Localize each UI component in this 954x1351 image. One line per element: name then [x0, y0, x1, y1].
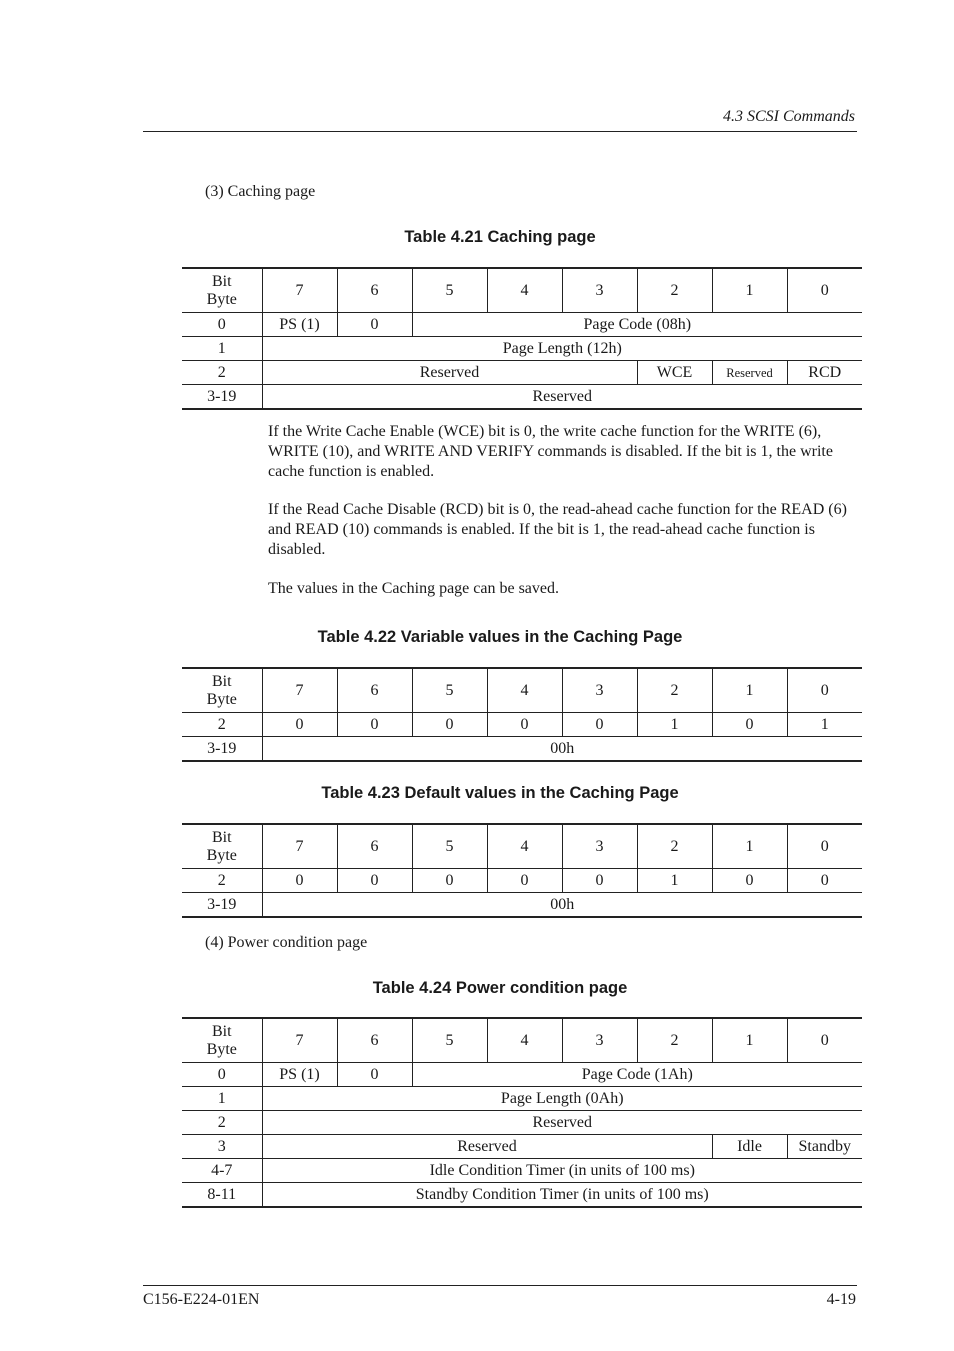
table-row	[182, 385, 862, 410]
bit-value-cell: 0	[562, 869, 637, 893]
table-row	[182, 1063, 862, 1087]
byte-cell: 0	[182, 313, 262, 337]
footer-rule	[143, 1285, 857, 1286]
byte-cell: 2	[182, 361, 262, 385]
bit-header: 3	[562, 268, 637, 313]
bit-header: 5	[412, 1018, 487, 1063]
bit-header: 7	[262, 824, 337, 869]
byte-cell: 3-19	[182, 385, 262, 410]
bit-value-cell: 0	[787, 869, 862, 893]
bit-header: 6	[337, 268, 412, 313]
standby-timer-cell: Standby Condition Timer (in units of 100 ms)	[262, 1183, 862, 1208]
bit-header: 0	[787, 668, 862, 713]
bit-header: 1	[712, 1018, 787, 1063]
bit-header: 4	[487, 268, 562, 313]
bit-header: 0	[787, 1018, 862, 1063]
bit-value-cell: 1	[637, 869, 712, 893]
table-4-21-caption: Table 4.21 Caching page	[404, 228, 596, 246]
bit-value-cell: 0	[262, 713, 337, 737]
bit-value-cell: 0	[712, 713, 787, 737]
table-header-row	[182, 268, 862, 313]
reserved-cell: Reserved	[262, 385, 862, 410]
bit-header: 7	[262, 1018, 337, 1063]
table-4-24	[182, 1017, 862, 1208]
bit-header: 2	[637, 1018, 712, 1063]
byte-cell: 2	[182, 869, 262, 893]
header-rule	[143, 131, 857, 132]
bit-header: 0	[787, 824, 862, 869]
page-code-cell: Page Code (08h)	[412, 313, 862, 337]
bit-header: 1	[712, 824, 787, 869]
idle-timer-cell: Idle Condition Timer (in units of 100 ms)	[262, 1159, 862, 1183]
page-length-cell: Page Length (0Ah)	[262, 1087, 862, 1111]
bit-header: 3	[562, 1018, 637, 1063]
section-heading-power: (4) Power condition page	[205, 934, 368, 951]
standby-cell: Standby	[787, 1135, 862, 1159]
reserved-bit-cell: Reserved	[712, 361, 787, 385]
page-length-cell: Page Length (12h)	[262, 337, 862, 361]
bit-header: 0	[787, 268, 862, 313]
bit-cell: 0	[337, 1063, 412, 1087]
table-row	[182, 361, 862, 385]
reserved-cell: Reserved	[262, 1111, 862, 1135]
byte-cell: 2	[182, 1111, 262, 1135]
table-4-24-caption: Table 4.24 Power condition page	[372, 979, 628, 997]
bit-header: 5	[412, 268, 487, 313]
table-row	[182, 1111, 862, 1135]
reserved-cell: Reserved	[262, 361, 637, 385]
bit-value-cell: 0	[712, 869, 787, 893]
bit-cell: 0	[337, 313, 412, 337]
paragraph-rcd: If the Read Cache Disable (RCD) bit is 0, the read-ahead cache function for the READ (6) and READ (10) commands is enabled. If the bit is 1, the read-ahead cache function is disabled.	[268, 501, 847, 558]
table-row	[182, 313, 862, 337]
bit-value-cell: 0	[412, 869, 487, 893]
reserved-cell: Reserved	[262, 1135, 712, 1159]
table-row	[182, 1087, 862, 1111]
value-cell: 00h	[262, 893, 862, 918]
bit-header: 6	[337, 668, 412, 713]
bit-value-cell: 1	[637, 713, 712, 737]
table-row	[182, 893, 862, 918]
bit-header: 3	[562, 668, 637, 713]
section-heading-caching: (3) Caching page	[205, 183, 316, 200]
document-id: C156-E224-01EN	[143, 1291, 260, 1308]
bit-header: 4	[487, 1018, 562, 1063]
running-header: 4.3 SCSI Commands	[722, 108, 855, 125]
bit-value-cell: 0	[262, 869, 337, 893]
bit-header: 3	[562, 824, 637, 869]
bit-header: 6	[337, 824, 412, 869]
bit-header: 1	[712, 668, 787, 713]
table-4-23	[182, 823, 862, 918]
bit-header: 7	[262, 668, 337, 713]
bit-header: 6	[337, 1018, 412, 1063]
bit-header: 2	[637, 824, 712, 869]
bit-header: 4	[487, 668, 562, 713]
table-header-row	[182, 824, 862, 869]
byte-cell: 3-19	[182, 893, 262, 918]
byte-cell: 3	[182, 1135, 262, 1159]
bit-header: 2	[637, 668, 712, 713]
ps-cell: PS (1)	[262, 313, 337, 337]
table-4-22	[182, 667, 862, 762]
bit-header: 4	[487, 824, 562, 869]
byte-cell: 2	[182, 713, 262, 737]
byte-cell: 0	[182, 1063, 262, 1087]
paragraph-wce: If the Write Cache Enable (WCE) bit is 0, the write cache function for the WRITE (6), WRITE (10), and WRITE AND VERIFY commands is disabled. If the bit is 1, the write cache function is enabled.	[268, 423, 833, 480]
ps-cell: PS (1)	[262, 1063, 337, 1087]
table-row	[182, 1183, 862, 1208]
bit-header: 7	[262, 268, 337, 313]
bit-value-cell: 0	[337, 713, 412, 737]
table-4-22-caption: Table 4.22 Variable values in the Caching Page	[317, 628, 683, 646]
byte-cell: 1	[182, 1087, 262, 1111]
bit-byte-cell: Bit Byte	[182, 668, 262, 713]
table-row	[182, 713, 862, 737]
paragraph-saved: The values in the Caching page can be saved.	[268, 580, 559, 597]
table-row	[182, 737, 862, 762]
bit-value-cell: 0	[487, 869, 562, 893]
table-row	[182, 337, 862, 361]
table-row	[182, 1135, 862, 1159]
bit-value-cell: 0	[562, 713, 637, 737]
bit-byte-cell: Bit Byte	[182, 1018, 262, 1063]
byte-cell: 1	[182, 337, 262, 361]
byte-cell: 3-19	[182, 737, 262, 762]
bit-byte-cell: Bit Byte	[182, 824, 262, 869]
byte-cell: 8-11	[182, 1183, 262, 1208]
bit-value-cell: 0	[487, 713, 562, 737]
bit-header: 5	[412, 668, 487, 713]
byte-cell: 4-7	[182, 1159, 262, 1183]
bit-header: 2	[637, 268, 712, 313]
page-number: 4-19	[826, 1291, 856, 1308]
table-header-row	[182, 1018, 862, 1063]
bit-header: 1	[712, 268, 787, 313]
table-row	[182, 869, 862, 893]
table-header-row	[182, 668, 862, 713]
bit-byte-cell: Bit Byte	[182, 268, 262, 313]
table-4-21	[182, 267, 862, 410]
idle-cell: Idle	[712, 1135, 787, 1159]
table-4-23-caption: Table 4.23 Default values in the Caching Page	[321, 784, 679, 802]
wce-cell: WCE	[637, 361, 712, 385]
value-cell: 00h	[262, 737, 862, 762]
rcd-cell: RCD	[787, 361, 862, 385]
page-code-cell: Page Code (1Ah)	[412, 1063, 862, 1087]
bit-header: 5	[412, 824, 487, 869]
table-row	[182, 1159, 862, 1183]
bit-value-cell: 0	[412, 713, 487, 737]
bit-value-cell: 0	[337, 869, 412, 893]
bit-value-cell: 1	[787, 713, 862, 737]
